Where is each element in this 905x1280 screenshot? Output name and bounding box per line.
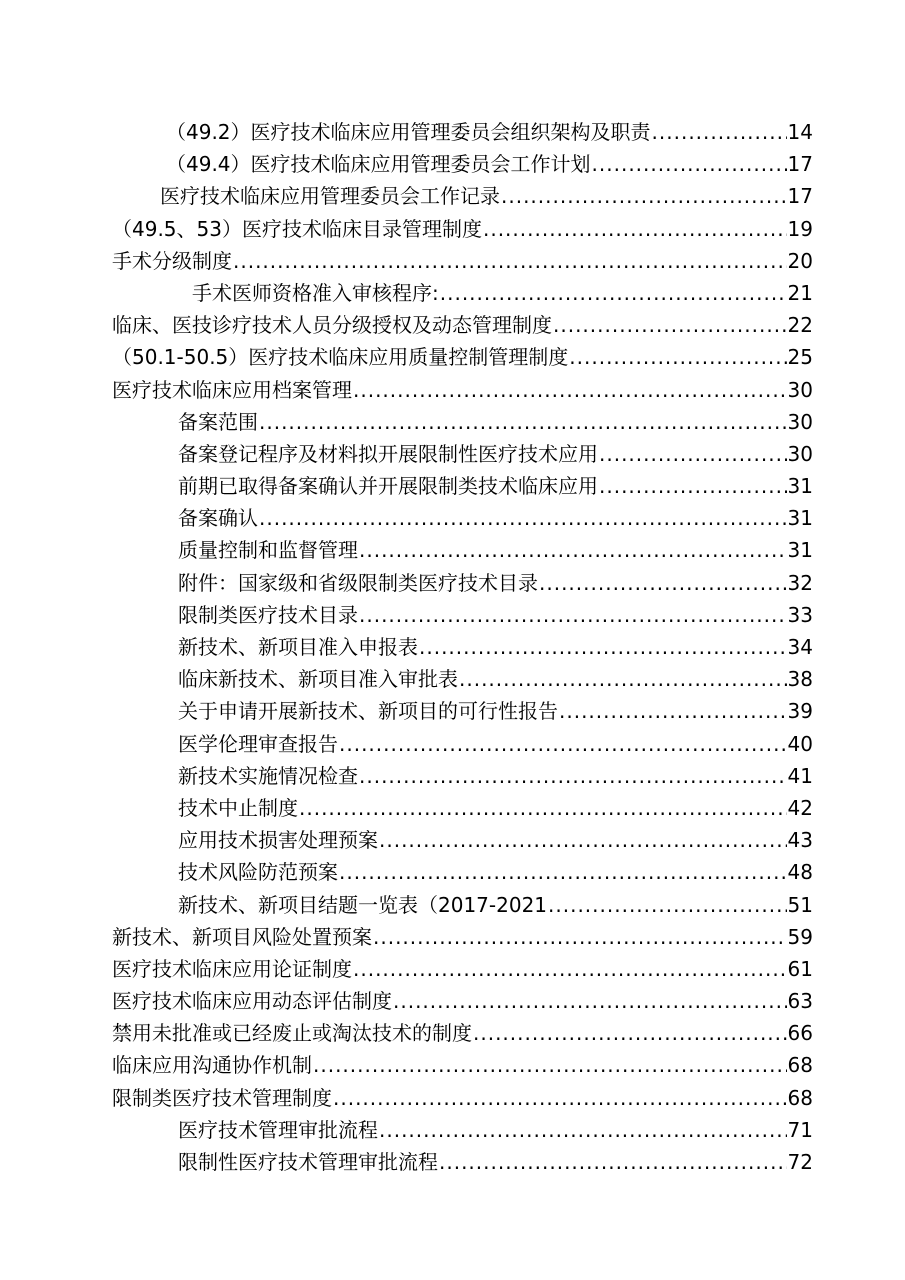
toc-entry[interactable] (0, 502, 813, 534)
toc-dot-leader (259, 406, 787, 438)
toc-entry[interactable] (0, 599, 813, 631)
toc-page-number: 43 (787, 828, 813, 853)
toc-entry-title: 临床、医技诊疗技术人员分级授权及动态管理制度 (112, 313, 552, 338)
toc-page-number: 17 (787, 184, 813, 209)
toc-entry[interactable] (0, 856, 813, 888)
toc-page-number: 38 (787, 667, 813, 692)
toc-entry-title: 质量控制和监督管理 (178, 538, 358, 563)
toc-dot-leader (259, 502, 787, 534)
toc-entry[interactable] (0, 116, 813, 148)
toc-page-number: 40 (787, 731, 813, 756)
toc-page-number: 51 (787, 892, 813, 917)
toc-entry[interactable] (0, 1082, 813, 1114)
toc-page-number: 68 (787, 1053, 813, 1078)
toc-dot-leader (353, 953, 787, 985)
toc-page-number: 19 (787, 216, 813, 241)
toc-page-number: 30 (787, 441, 813, 466)
toc-page-number: 14 (787, 120, 813, 144)
toc-dot-leader (459, 663, 787, 695)
toc-page-number: 22 (787, 313, 813, 338)
toc-entry-title: （49.4）医疗技术临床应用管理委员会工作计划 (166, 152, 591, 177)
toc-entry-title: 限制类医疗技术目录 (178, 602, 358, 627)
toc-dot-leader (483, 213, 787, 245)
toc-entry-title: 应用技术损害处理预案 (178, 828, 378, 853)
toc-page-number: 31 (787, 538, 813, 563)
toc-entry-title: 医疗技术管理审批流程 (178, 1117, 378, 1142)
toc-entry[interactable] (0, 406, 813, 438)
toc-entry-title: 备案登记程序及材料拟开展限制性医疗技术应用 (178, 441, 598, 466)
toc-entry[interactable] (0, 309, 813, 341)
toc-entry-title: （50.1-50.5）医疗技术临床应用质量控制管理制度 (112, 345, 569, 370)
toc-entry-title: 医疗技术临床应用论证制度 (112, 956, 352, 981)
toc-entry[interactable] (0, 245, 813, 277)
toc-entry[interactable] (0, 953, 813, 985)
toc-dot-leader (379, 824, 787, 856)
toc-entry-title: 技术风险防范预案 (178, 860, 338, 885)
toc-dot-leader (539, 567, 787, 599)
toc-entry[interactable] (0, 534, 813, 566)
toc-page-number: 30 (787, 409, 813, 434)
toc-entry-title: 医疗技术临床应用档案管理 (112, 377, 352, 402)
toc-entry[interactable] (0, 438, 813, 470)
toc-entry[interactable] (0, 374, 813, 406)
toc-page-number: 68 (787, 1085, 813, 1110)
toc-dot-leader (359, 760, 787, 792)
toc-entry[interactable] (0, 1146, 813, 1178)
toc-entry[interactable] (0, 277, 813, 309)
toc-dot-leader (393, 985, 787, 1017)
toc-page-number: 30 (787, 377, 813, 402)
toc-entry-title: 技术中止制度 (178, 795, 298, 820)
toc-dot-leader (652, 116, 787, 148)
toc-entry-title: 手术分级制度 (112, 248, 232, 273)
toc-dot-leader (599, 438, 787, 470)
toc-entry[interactable] (0, 1114, 813, 1146)
toc-entry[interactable] (0, 695, 813, 727)
toc-dot-leader (299, 792, 787, 824)
toc-dot-leader (592, 148, 787, 180)
toc-dot-leader (419, 631, 787, 663)
toc-entry-title: 限制类医疗技术管理制度 (112, 1085, 332, 1110)
toc-page-number: 61 (787, 956, 813, 981)
toc-dot-leader (359, 534, 787, 566)
toc-page-number: 32 (787, 570, 813, 595)
toc-dot-leader (373, 921, 787, 953)
toc-entry-title: 医疗技术临床应用管理委员会工作记录 (160, 184, 500, 209)
toc-page-number: 66 (787, 1021, 813, 1046)
toc-entry-title: 新技术实施情况检查 (178, 763, 358, 788)
toc-page-number: 42 (787, 795, 813, 820)
toc-dot-leader (333, 1082, 787, 1114)
toc-entry-title: 前期已取得备案确认并开展限制类技术临床应用 (178, 474, 598, 499)
toc-page-number: 31 (787, 474, 813, 499)
toc-entry-title: 禁用未批准或已经废止或淘汰技术的制度 (112, 1021, 472, 1046)
toc-entry[interactable] (0, 824, 813, 856)
toc-dot-leader (440, 277, 787, 309)
toc-page-number: 72 (787, 1150, 813, 1174)
toc-entry-title: 备案范围 (178, 409, 258, 434)
toc-entry-title: 医疗技术临床应用动态评估制度 (112, 989, 392, 1014)
toc-entry[interactable] (0, 760, 813, 792)
table-of-contents (0, 116, 905, 1178)
toc-entry[interactable] (0, 567, 813, 599)
toc-entry[interactable] (0, 1017, 813, 1049)
toc-dot-leader (379, 1114, 787, 1146)
toc-entry[interactable] (0, 341, 813, 373)
toc-dot-leader (569, 341, 786, 373)
toc-dot-leader (501, 180, 787, 212)
toc-dot-leader (339, 728, 787, 760)
toc-page-number: 48 (787, 860, 813, 885)
toc-entry[interactable] (0, 180, 813, 212)
toc-entry[interactable] (0, 728, 813, 760)
toc-entry[interactable] (0, 663, 813, 695)
toc-entry[interactable] (0, 921, 813, 953)
toc-entry[interactable] (0, 985, 813, 1017)
toc-dot-leader (359, 599, 787, 631)
toc-entry[interactable] (0, 213, 813, 245)
toc-entry-title: 新技术、新项目结题一览表（2017-2021 (178, 892, 548, 917)
toc-entry-title: 附件：国家级和省级限制类医疗技术目录 (178, 570, 538, 595)
toc-entry[interactable] (0, 148, 813, 180)
toc-page-number: 17 (787, 152, 813, 177)
toc-page-number: 33 (787, 602, 813, 627)
toc-entry-title: 临床应用沟通协作机制 (112, 1053, 312, 1078)
toc-entry-title: 临床新技术、新项目准入审批表 (178, 667, 458, 692)
toc-dot-leader (313, 1049, 787, 1081)
toc-entry-title: （49.5、53）医疗技术临床目录管理制度 (112, 216, 482, 241)
toc-page-number: 71 (787, 1117, 813, 1142)
toc-page-number: 59 (787, 924, 813, 949)
toc-page-number: 20 (787, 248, 813, 273)
toc-entry-title: 手术医师资格准入审核程序: (192, 280, 439, 305)
toc-entry[interactable] (0, 889, 813, 921)
toc-dot-leader (439, 1146, 787, 1178)
toc-dot-leader (233, 245, 787, 277)
toc-page-number: 63 (787, 989, 813, 1014)
toc-page-number: 21 (787, 280, 813, 305)
toc-entry-title: 医学伦理审查报告 (178, 731, 338, 756)
toc-page-number: 41 (787, 763, 813, 788)
toc-entry-title: 关于申请开展新技术、新项目的可行性报告 (178, 699, 558, 724)
toc-entry[interactable] (0, 470, 813, 502)
toc-dot-leader (353, 374, 787, 406)
toc-dot-leader (599, 470, 787, 502)
toc-dot-leader (548, 889, 787, 921)
toc-page-number: 34 (787, 635, 813, 659)
toc-entry-title: 限制性医疗技术管理审批流程 (178, 1150, 438, 1174)
toc-dot-leader (559, 695, 787, 727)
toc-page-number: 39 (787, 699, 813, 724)
toc-entry-title: 新技术、新项目风险处置预案 (112, 924, 372, 949)
toc-entry-title: 新技术、新项目准入申报表 (178, 635, 418, 659)
toc-page-number: 25 (787, 345, 813, 370)
toc-dot-leader (473, 1017, 787, 1049)
toc-page-number: 31 (787, 506, 813, 531)
toc-entry[interactable] (0, 792, 813, 824)
toc-entry-title: 备案确认 (178, 506, 258, 531)
toc-dot-leader (553, 309, 787, 341)
toc-entry[interactable] (0, 631, 813, 663)
toc-entry-title: （49.2）医疗技术临床应用管理委员会组织架构及职责 (166, 120, 651, 144)
toc-dot-leader (339, 856, 787, 888)
toc-entry[interactable] (0, 1049, 813, 1081)
